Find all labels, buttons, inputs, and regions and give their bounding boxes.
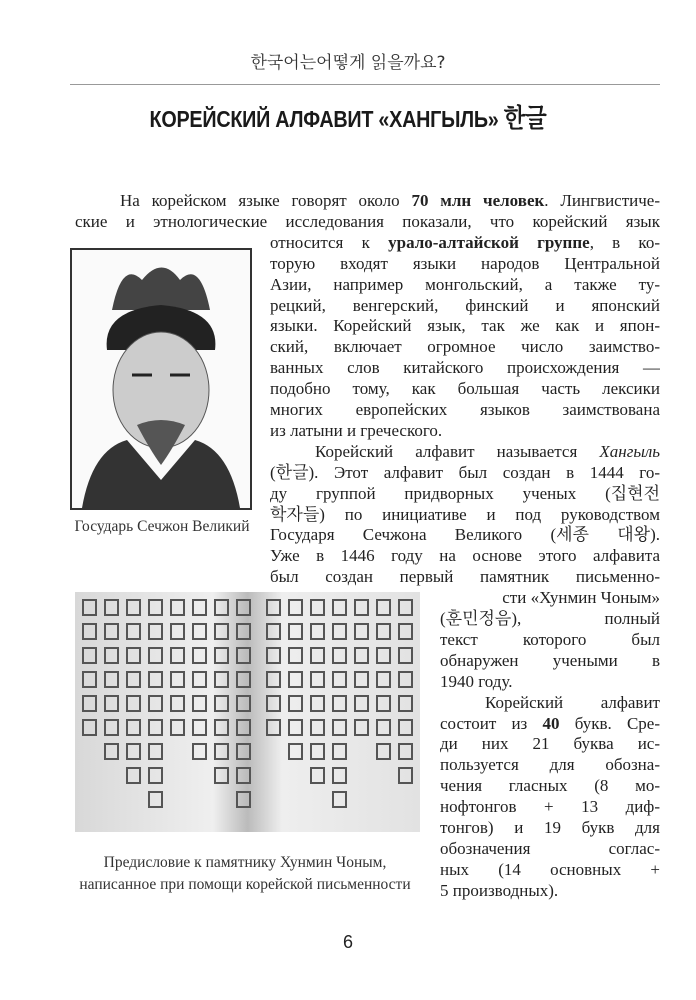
- body-line: [440, 797, 660, 817]
- italic-text: Хангыль: [599, 441, 660, 461]
- manuscript-glyph: [355, 648, 368, 663]
- title-text: КОРЕЙСКИЙ АЛФАВИТ «ХАНГЫЛЬ»: [149, 106, 499, 132]
- text-run: ных (14 основных +: [440, 859, 660, 879]
- manuscript-glyph: [289, 696, 302, 711]
- manuscript-glyph: [105, 720, 118, 735]
- manuscript-glyph: [237, 672, 250, 687]
- manuscript-glyph: [377, 600, 390, 615]
- text-run: был создан первый памятник письменно-: [270, 567, 660, 587]
- manuscript-glyph: [267, 672, 280, 687]
- manuscript-glyph: [193, 744, 206, 759]
- manuscript-image: [75, 592, 420, 832]
- manuscript-glyph: [333, 696, 346, 711]
- manuscript-glyph: [377, 648, 390, 663]
- manuscript-glyph: [377, 744, 390, 759]
- body-line: [440, 609, 660, 629]
- manuscript-glyph: [149, 600, 162, 615]
- text-run: Корейский алфавит: [485, 692, 660, 712]
- body-line: [440, 839, 660, 859]
- manuscript-glyph: [399, 744, 412, 759]
- manuscript-glyph: [237, 696, 250, 711]
- manuscript-glyph: [149, 768, 162, 783]
- manuscript-glyph: [105, 696, 118, 711]
- text-run: . Лингвистиче-: [544, 191, 660, 210]
- manuscript-glyph: [399, 600, 412, 615]
- body-line: [270, 546, 660, 566]
- text-run: Уже в 1446 году на основе этого алфавита: [270, 546, 660, 566]
- body-line: [270, 379, 660, 399]
- header-divider: [70, 84, 660, 85]
- manuscript-glyph: [215, 600, 228, 615]
- text-run: нофтонгов + 13 диф-: [440, 797, 660, 817]
- manuscript-caption: [55, 852, 435, 896]
- body-line: [440, 651, 660, 671]
- body-line: [440, 588, 660, 608]
- manuscript-glyph: [289, 720, 302, 735]
- manuscript-glyph: [333, 792, 346, 807]
- manuscript-glyph: [237, 768, 250, 783]
- page-number: 6: [342, 932, 353, 952]
- manuscript-glyph: [193, 624, 206, 639]
- manuscript-glyph: [105, 648, 118, 663]
- title-korean: 한글: [503, 104, 547, 134]
- manuscript-glyph: [215, 744, 228, 759]
- manuscript-glyph: [355, 696, 368, 711]
- body-line: [485, 693, 660, 713]
- manuscript-glyph: [215, 720, 228, 735]
- body-line: [440, 881, 660, 901]
- manuscript-glyph: [237, 720, 250, 735]
- manuscript-caption-line: написанное при помощи корейской письменности: [79, 876, 411, 893]
- manuscript-glyph: [149, 792, 162, 807]
- manuscript-glyph: [355, 720, 368, 735]
- body-line: [120, 191, 660, 211]
- text-run: состоит из: [440, 713, 543, 733]
- body-line: [440, 714, 660, 734]
- body-line: [270, 337, 660, 357]
- manuscript-glyph: [171, 600, 184, 615]
- body-line: [270, 316, 660, 336]
- manuscript-glyph: [333, 744, 346, 759]
- manuscript-glyph: [377, 720, 390, 735]
- body-line: [270, 254, 660, 274]
- manuscript-glyph: [399, 696, 412, 711]
- manuscript-glyph: [399, 768, 412, 783]
- manuscript-glyph: [149, 744, 162, 759]
- manuscript-glyph: [171, 624, 184, 639]
- manuscript-glyph: [377, 624, 390, 639]
- manuscript-caption-line: Предисловие к памятнику Хунмин Чоным,: [103, 854, 387, 871]
- manuscript-glyph: [311, 696, 324, 711]
- manuscript-glyph: [267, 696, 280, 711]
- body-line: [315, 442, 660, 462]
- text-run: (훈민정음), полный: [440, 609, 660, 628]
- manuscript-glyph: [83, 696, 96, 711]
- text-run: ду группой придворных ученых (집현전: [270, 483, 660, 503]
- manuscript-glyph: [83, 600, 96, 615]
- text-run: рецкий, венгерский, финский и японский: [270, 295, 660, 315]
- portrait-caption: Государь Сечжон Великий: [74, 518, 250, 535]
- manuscript-glyph: [267, 648, 280, 663]
- manuscript-glyph: [193, 648, 206, 663]
- text-run: торую входят языки народов Центральной: [270, 253, 660, 273]
- text-run: подобно тому, как большая часть лексики: [270, 379, 660, 399]
- manuscript-glyph: [149, 624, 162, 639]
- manuscript-glyph: [149, 720, 162, 735]
- manuscript-glyph: [289, 648, 302, 663]
- manuscript-glyph: [311, 672, 324, 687]
- manuscript-glyph: [83, 648, 96, 663]
- body-line: [440, 755, 660, 775]
- text-run: из латыни и греческого.: [270, 420, 443, 440]
- body-line: [440, 818, 660, 838]
- manuscript-glyph: [237, 792, 250, 807]
- manuscript-glyph: [289, 600, 302, 615]
- body-line: [270, 525, 660, 545]
- manuscript-glyph: [105, 672, 118, 687]
- body-line: [270, 484, 660, 504]
- manuscript-glyph: [237, 744, 250, 759]
- text-run: ский, включает огромное число заимство-: [270, 337, 660, 357]
- body-line: [440, 734, 660, 754]
- manuscript-glyph: [149, 672, 162, 687]
- manuscript-glyph: [127, 744, 140, 759]
- text-run: чения гласных (8 мо-: [440, 776, 660, 796]
- text-run: 1940 году.: [440, 671, 513, 691]
- manuscript-glyph: [311, 624, 324, 639]
- manuscript-glyph: [267, 600, 280, 615]
- manuscript-glyph: [333, 720, 346, 735]
- bold-text: урало-алтайской группе: [388, 232, 590, 252]
- text-run: сти «Хунмин Чоным»: [502, 588, 660, 608]
- manuscript-glyph: [289, 624, 302, 639]
- manuscript-glyph: [105, 624, 118, 639]
- text-run: Государя Сечжона Великого (세종 대왕).: [270, 525, 660, 545]
- manuscript-glyph: [149, 648, 162, 663]
- body-line: [270, 567, 660, 587]
- body-line: [440, 672, 660, 692]
- manuscript-glyph: [333, 768, 346, 783]
- body-line: [440, 776, 660, 796]
- text-run: тонгов) и 19 букв для: [440, 818, 660, 837]
- manuscript-glyph: [311, 768, 324, 783]
- body-line: [270, 275, 660, 295]
- text-run: пользуется для обозна-: [440, 755, 660, 775]
- text-run: ские и этнологические исследования показали, что корейский язык: [75, 211, 660, 231]
- manuscript-glyph: [127, 600, 140, 615]
- text-run: языки. Корейский язык, так же как и япон-: [270, 316, 660, 336]
- manuscript-glyph: [237, 648, 250, 663]
- manuscript-glyph: [105, 600, 118, 615]
- body-line: [440, 630, 660, 650]
- body-line: [270, 505, 660, 525]
- manuscript-glyph: [127, 768, 140, 783]
- manuscript-glyph: [289, 672, 302, 687]
- manuscript-glyph: [399, 672, 412, 687]
- text-run: обозначения соглас-: [440, 838, 660, 858]
- text-run: 5 производных).: [440, 880, 559, 900]
- body-line: [270, 400, 660, 420]
- text-run: (한글). Этот алфавит был создан в 1444 го-: [270, 462, 660, 482]
- body-line: [75, 212, 660, 232]
- manuscript-glyph: [127, 672, 140, 687]
- manuscript-glyph: [83, 720, 96, 735]
- text-run: 학자들) по инициативе и под руководством: [270, 504, 660, 524]
- running-header: 한국어는어떻게 읽을까요?: [250, 53, 446, 73]
- manuscript-glyph: [237, 624, 250, 639]
- manuscript-glyph: [171, 720, 184, 735]
- body-line: [270, 421, 660, 441]
- text-run: букв. Сре-: [559, 713, 660, 733]
- portrait-sejong-image: [70, 248, 252, 510]
- text-run: относится к: [270, 232, 389, 252]
- manuscript-glyph: [193, 720, 206, 735]
- body-line: [270, 296, 660, 316]
- body-line: [270, 233, 660, 253]
- manuscript-glyph: [355, 672, 368, 687]
- manuscript-glyph: [289, 744, 302, 759]
- text-run: ванных слов китайского происхождения —: [270, 358, 660, 378]
- manuscript-glyph: [127, 624, 140, 639]
- manuscript-glyph: [333, 624, 346, 639]
- manuscript-glyph: [311, 600, 324, 615]
- manuscript-glyph: [215, 672, 228, 687]
- bold-text: 70 млн человек: [411, 191, 545, 210]
- manuscript-glyph: [105, 744, 118, 759]
- manuscript-glyphs: [75, 592, 420, 832]
- manuscript-glyph: [355, 600, 368, 615]
- manuscript-glyph: [355, 624, 368, 639]
- manuscript-glyph: [215, 696, 228, 711]
- manuscript-glyph: [83, 624, 96, 639]
- page-title: [49, 98, 648, 135]
- text-run: , в ко-: [589, 232, 660, 252]
- text-run: Азии, например монгольский, а также ту-: [270, 274, 660, 294]
- manuscript-glyph: [149, 696, 162, 711]
- manuscript-glyph: [171, 648, 184, 663]
- manuscript-glyph: [267, 624, 280, 639]
- manuscript-glyph: [215, 648, 228, 663]
- manuscript-glyph: [127, 696, 140, 711]
- manuscript-glyph: [399, 648, 412, 663]
- manuscript-glyph: [127, 648, 140, 663]
- text-run: обнаружен учеными в: [440, 650, 660, 670]
- text-run: текст которого был: [440, 629, 660, 649]
- bold-text: 40: [542, 713, 560, 733]
- manuscript-glyph: [399, 720, 412, 735]
- manuscript-glyph: [311, 648, 324, 663]
- manuscript-glyph: [311, 744, 324, 759]
- manuscript-glyph: [377, 696, 390, 711]
- manuscript-glyph: [333, 600, 346, 615]
- manuscript-glyph: [215, 624, 228, 639]
- text-run: На корейском языке говорят около: [120, 191, 412, 210]
- manuscript-glyph: [215, 768, 228, 783]
- manuscript-glyph: [193, 672, 206, 687]
- text-run: Корейский алфавит называется: [315, 441, 600, 461]
- body-line: [270, 358, 660, 378]
- manuscript-glyph: [311, 720, 324, 735]
- text-run: многих европейских языков заимствована: [270, 400, 660, 419]
- manuscript-glyph: [237, 600, 250, 615]
- body-line: [270, 463, 660, 483]
- manuscript-glyph: [171, 672, 184, 687]
- manuscript-glyph: [193, 696, 206, 711]
- manuscript-glyph: [127, 720, 140, 735]
- manuscript-glyph: [267, 720, 280, 735]
- manuscript-glyph: [171, 696, 184, 711]
- manuscript-glyph: [377, 672, 390, 687]
- manuscript-glyph: [399, 624, 412, 639]
- body-line: [440, 860, 660, 880]
- manuscript-glyph: [193, 600, 206, 615]
- manuscript-glyph: [333, 648, 346, 663]
- manuscript-glyph: [333, 672, 346, 687]
- manuscript-glyph: [83, 672, 96, 687]
- text-run: ди них 21 буква ис-: [440, 734, 660, 754]
